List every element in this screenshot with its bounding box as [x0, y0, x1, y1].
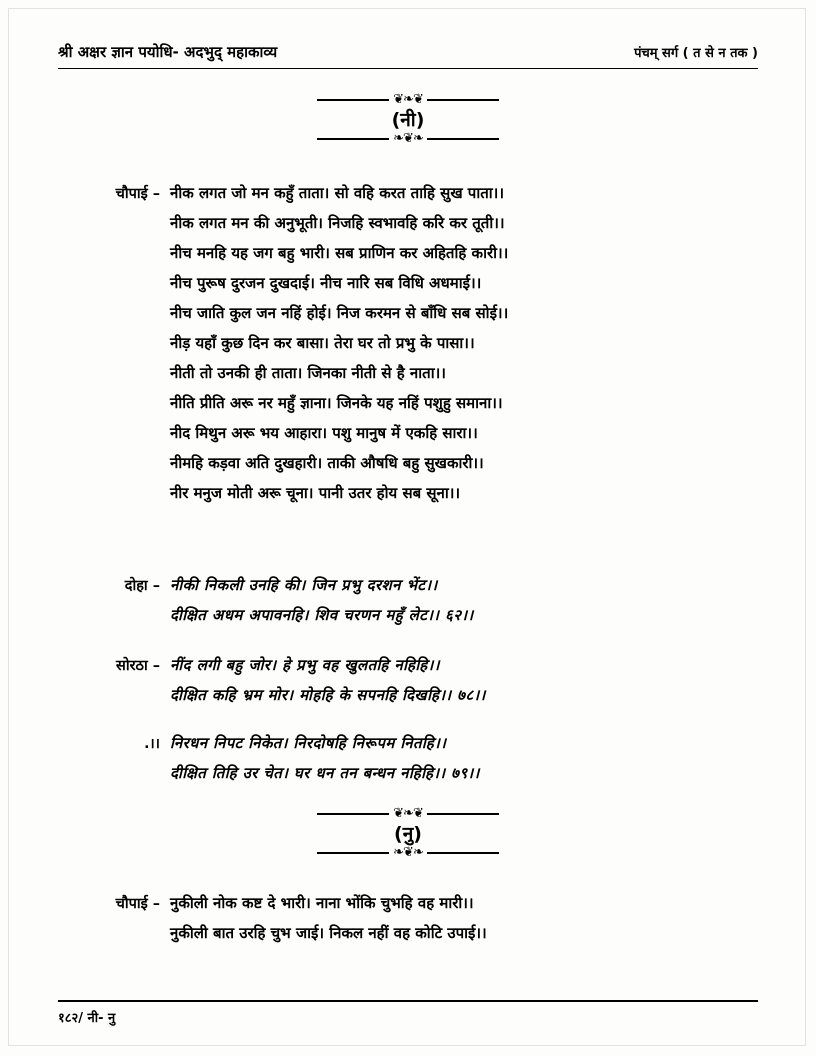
- ornament-top-rule: [0, 808, 816, 820]
- verse-label: सोरठा –: [116, 658, 160, 674]
- ornament-bar-left: [317, 99, 389, 101]
- verse-group-doha: [58, 570, 758, 630]
- verse-line: नीति प्रीति अरू नर महुँ ज्ञाना। जिनके यह नहिं पशुहु समाना।।: [170, 394, 503, 412]
- ornament-flourish-icon: ❦❧❦: [393, 92, 423, 107]
- ornament-bar-right: [427, 813, 499, 815]
- ornament-flourish-icon: ❦❧❦: [393, 806, 423, 821]
- verse-row: [58, 728, 758, 788]
- verse-line: नुकीली नोक कष्ट दे भारी। नाना भोंकि चुभहि वह मारी।।: [170, 894, 474, 912]
- verse-group-continuation: [58, 728, 758, 788]
- footer-divider: [58, 1000, 758, 1002]
- verse-line: नीड़ यहाँ कुछ दिन कर बासा। तेरा घर तो प्रभु के पासा।।: [170, 334, 475, 352]
- header-divider: [58, 68, 758, 69]
- ornament-bar-right: [427, 852, 499, 854]
- verse-line: नीती तो उनकी ही ताता। जिनका नीती से है नाता।।: [170, 364, 446, 382]
- ornament-bar-left: [317, 852, 389, 854]
- verse-line: नीच मनहि यह जग बहु भारी। सब प्राणिन कर अहितहि कारी।।: [170, 244, 509, 262]
- verse-lines: [170, 178, 758, 508]
- verse-line: नीकी निकली उनहि की। जिन प्रभु दरशन भेंट।।: [170, 576, 438, 594]
- verse-label: .।।: [144, 736, 160, 752]
- verse-line: नीक लगत मन की अनुभूती। निजहि स्वभावहि करि कर तूती।।: [170, 214, 505, 232]
- verse-lines: [170, 888, 758, 948]
- verse-line: दीक्षित कहि भ्रम मोर। मोहहि के सपनहि दिखहि।। ७८।।: [170, 686, 486, 704]
- verse-line: दीक्षित अधम अपावनहि। शिव चरणन महुँ लेट।। ६२।।: [170, 606, 474, 624]
- verse-group-soratha: [58, 650, 758, 710]
- verse-line: नीच जाति कुल जन नहिं होई। निज करमन से बाँधि सब सोई।।: [170, 304, 509, 322]
- verse-lines: [170, 570, 758, 630]
- verse-line: दीक्षित तिहि उर चेत। घर धन तन बन्धन नहिहि।। ७९।।: [170, 764, 480, 782]
- verse-group-chaupai-nu: [58, 888, 758, 948]
- verse-row: [58, 570, 758, 630]
- verse-line: नीर मनुज मोती अरू चूना। पानी उतर होय सब सूना।।: [170, 484, 461, 502]
- ornament-flourish-icon: ❧❦❧: [393, 845, 423, 860]
- verse-line: नीमहि कड़वा अति दुखहारी। ताकी औषधि बहु सुखकारी।।: [170, 454, 484, 472]
- ornament-bar-left: [317, 138, 389, 140]
- section-ornament-ni: [0, 94, 816, 145]
- verse-line: निरधन निपट निकेत। निरदोषहि निरूपम नितहि।।: [170, 734, 447, 752]
- verse-label: चौपाई –: [115, 186, 160, 202]
- ornament-bar-right: [427, 99, 499, 101]
- verse-label: दोहा –: [124, 578, 160, 594]
- verse-row: [58, 178, 758, 508]
- chapter-title: पंचम् सर्ग ( त से न तक ): [634, 46, 758, 61]
- ornament-bar-left: [317, 813, 389, 815]
- verse-line: नीच पुरूष दुरजन दुखदाई। नीच नारि सब विधि अधमाई।।: [170, 274, 482, 292]
- ornament-bottom-rule: [0, 847, 816, 859]
- verse-line: नीद मिथुन अरू भय आहारा। पशु मानुष में एकहि सारा।।: [170, 424, 478, 442]
- ornament-flourish-icon: ❧❦❧: [393, 131, 423, 146]
- verse-label: चौपाई –: [115, 896, 160, 912]
- book-title: श्री अक्षर ज्ञान पयोधि- अदभुद् महाकाव्य: [58, 43, 278, 61]
- ornament-bar-right: [427, 138, 499, 140]
- verse-row: [58, 650, 758, 710]
- ornament-top-rule: [0, 94, 816, 106]
- verse-group-chaupai-ni: [58, 178, 758, 508]
- page-number: १८२/ नी- नु: [58, 1011, 116, 1026]
- section-ornament-nu: [0, 808, 816, 859]
- section-letter: (नु): [394, 823, 422, 845]
- verse-lines: [170, 728, 758, 788]
- verse-lines: [170, 650, 758, 710]
- verse-line: नींद लगी बहु जोर। हे प्रभु वह खुलतहि नहिहि।।: [170, 656, 440, 674]
- page-header: [58, 42, 758, 62]
- verse-row: [58, 888, 758, 948]
- section-letter: (नी): [391, 109, 425, 131]
- verse-line: नुकीली बात उरहि चुभ जाई। निकल नहीं वह कोटि उपाई।।: [170, 924, 487, 942]
- verse-line: नीक लगत जो मन कहुँ ताता। सो वहि करत ताहि सुख पाता।।: [170, 184, 505, 202]
- ornament-bottom-rule: [0, 133, 816, 145]
